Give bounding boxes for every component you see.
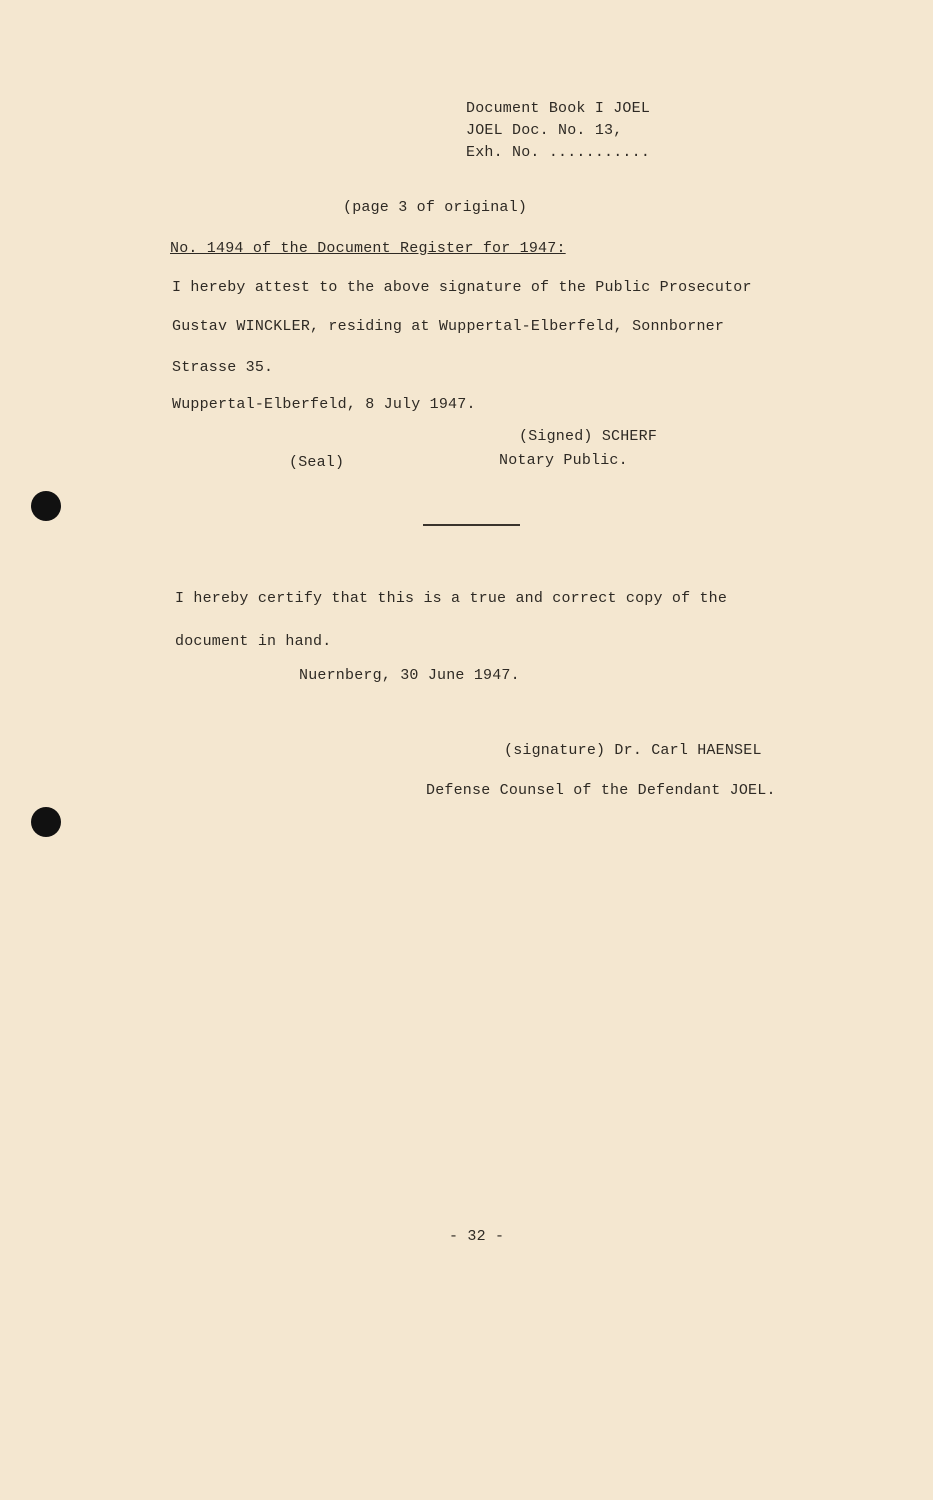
notary-signature: (Signed) SCHERF [519,428,658,445]
register-heading: No. 1494 of the Document Register for 1947: [170,240,566,257]
page-reference: (page 3 of original) [343,199,528,216]
punch-hole-top [31,491,61,521]
attestation-line-1: I hereby attest to the above signature of the Public Prosecutor [172,279,752,296]
attestation-line-3: Strasse 35. [172,359,274,376]
page-number: - 32 - [449,1228,505,1245]
seal-label: (Seal) [289,454,345,471]
certification-line-2: document in hand. [175,633,332,650]
counsel-title: Defense Counsel of the Defendant JOEL. [426,782,776,799]
punch-hole-bottom [31,807,61,837]
attestation-line-2: Gustav WINCKLER, residing at Wuppertal-Elberfeld, Sonnborner [172,318,725,335]
attestation-place-date: Wuppertal-Elberfeld, 8 July 1947. [172,396,476,413]
header-document-book: Document Book I JOEL [466,100,651,117]
section-divider [423,524,520,526]
certification-place-date: Nuernberg, 30 June 1947. [299,667,520,684]
notary-title: Notary Public. [499,452,628,469]
certification-line-1: I hereby certify that this is a true and correct copy of the [175,590,728,607]
counsel-signature: (signature) Dr. Carl HAENSEL [504,742,762,759]
header-exhibit-number: Exh. No. ........... [466,144,651,161]
header-document-number: JOEL Doc. No. 13, [466,122,623,139]
